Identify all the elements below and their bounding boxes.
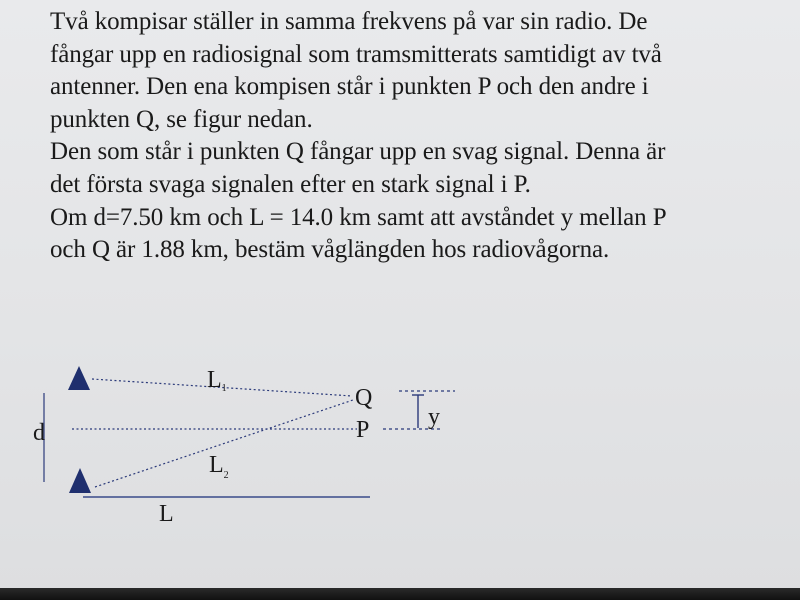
problem-line-5: Den som står i punkten Q fångar upp en svag signal. Denna är [50,138,666,166]
problem-line-8: och Q är 1.88 km, bestäm våglängden hos radiovågorna. [50,236,610,264]
problem-line-6: det första svaga signalen efter en stark signal i P. [50,170,531,198]
label-L2-sub: 2 [223,470,229,481]
label-y: y [428,404,440,430]
antenna-top-icon [68,366,90,390]
screen-bottom-bezel [0,588,800,600]
label-L2: $L_2$ [209,452,229,481]
problem-line-1: Två kompisar ställer in samma frekvens på var sin radio. De [50,8,648,35]
problem-line-3: antenner. Den ena kompisen står i punkten P och den andre i [50,73,649,101]
problem-line-2: fångar upp en radiosignal som tramsmitterats samtidigt av två [50,40,662,68]
label-P: P [356,417,370,443]
label-L1: L1 [207,367,227,394]
label-L-baseline: L [159,501,174,527]
problem-line-4: punkten Q, se figur nedan. [50,105,313,133]
antenna-bottom-icon [69,468,91,493]
label-d: d [33,420,45,446]
label-Q: Q [355,385,373,411]
problem-line-7: Om d=7.50 km och L = 14.0 km samt att avståndet y mellan P [50,203,667,231]
label-L1-sub: 1 [221,383,227,394]
